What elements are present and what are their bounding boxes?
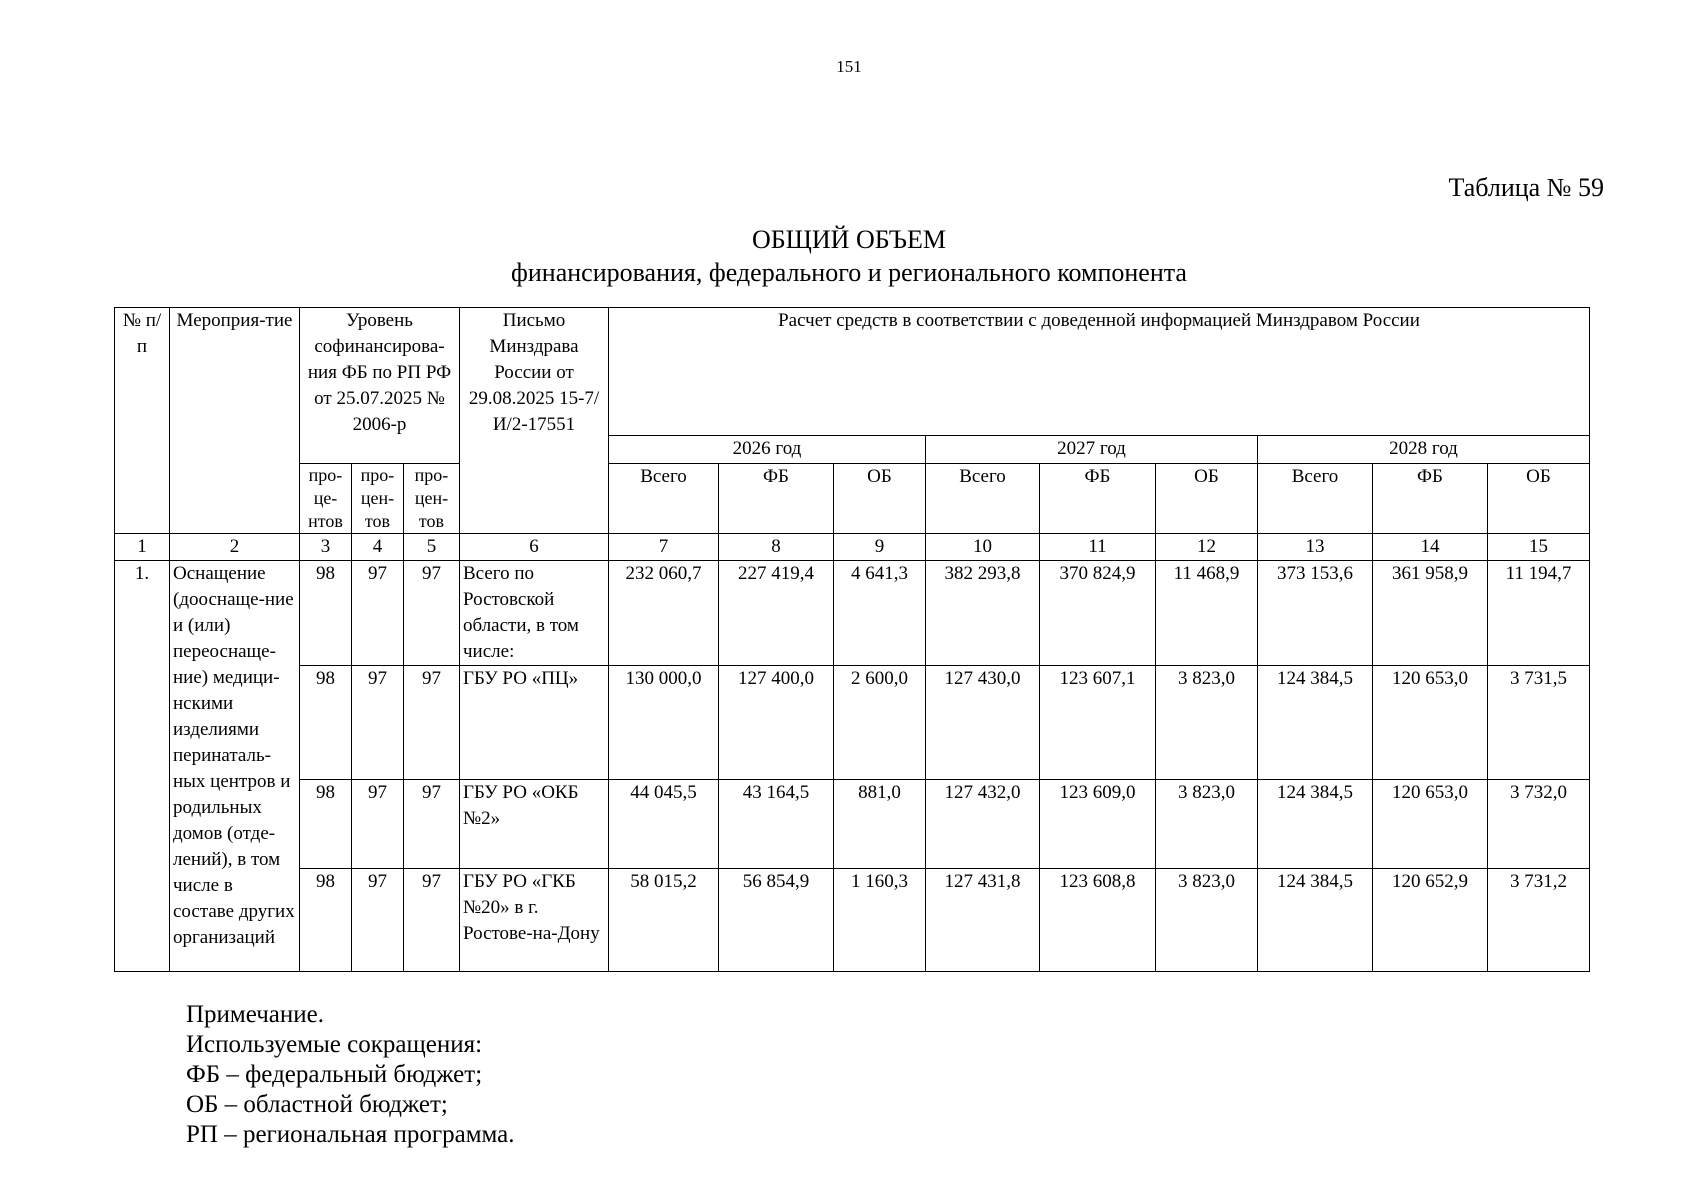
value-fb-2027: 123 607,1 [1040,666,1156,780]
cofin-percent-1: 98 [300,869,352,972]
header-ob-2028: ОБ [1488,464,1590,534]
value-ob-2028: 3 732,0 [1488,780,1590,869]
value-ob-2028: 3 731,5 [1488,666,1590,780]
value-ob-2027: 11 468,9 [1156,561,1258,666]
header-row-1 [115,308,1590,436]
header-cofinancing: Уровень софинансирова-ния ФБ по РП РФ от 25.07.2025 № 2006-р [300,308,460,464]
document-title: ОБЩИЙ ОБЪЕМ [751,225,947,254]
column-number: 3 [300,534,352,561]
organization: ГБУ РО «ГКБ №20» в г. Ростове-на-Дону [460,869,609,972]
column-number: 8 [719,534,834,561]
header-number: № п/п [115,308,170,534]
value-ob-2026: 4 641,3 [834,561,926,666]
header-year-2028: 2028 год [1258,436,1590,464]
value-total-2026: 232 060,7 [609,561,719,666]
event-description: Оснащение (дооснаще-ние и (или) переоснаще-ние) медици-нскими изделиями перинаталь-ных центров и родильных домов (отде-лений), в том числе в составе других организаций [170,561,300,972]
page-number: 151 [836,57,862,76]
column-number: 5 [404,534,460,561]
value-ob-2028: 3 731,2 [1488,869,1590,972]
value-total-2028: 124 384,5 [1258,666,1373,780]
column-number: 13 [1258,534,1373,561]
value-fb-2026: 227 419,4 [719,561,834,666]
value-ob-2027: 3 823,0 [1156,780,1258,869]
value-total-2028: 124 384,5 [1258,780,1373,869]
column-number: 12 [1156,534,1258,561]
organization: ГБУ РО «ПЦ» [460,666,609,780]
cofin-percent-2: 97 [352,666,404,780]
document-subtitle: финансирования, федерального и регионального компонента [511,258,1187,287]
value-ob-2026: 2 600,0 [834,666,926,780]
value-total-2027: 127 430,0 [926,666,1040,780]
cofin-percent-1: 98 [300,561,352,666]
header-year-2026: 2026 год [609,436,926,464]
value-fb-2028: 120 653,0 [1373,666,1488,780]
value-total-2026: 44 045,5 [609,780,719,869]
value-total-2028: 373 153,6 [1258,561,1373,666]
table-label: Таблица № 59 [1448,173,1604,202]
column-number: 6 [460,534,609,561]
value-fb-2026: 127 400,0 [719,666,834,780]
cofin-percent-1: 98 [300,666,352,780]
header-percent-3: про-цен-тов [404,464,460,534]
cofin-percent-3: 97 [404,780,460,869]
column-number: 7 [609,534,719,561]
value-total-2026: 130 000,0 [609,666,719,780]
column-number-row [115,534,1590,561]
cofin-percent-3: 97 [404,666,460,780]
value-total-2028: 124 384,5 [1258,869,1373,972]
header-fb-2028: ФБ [1373,464,1488,534]
column-number: 10 [926,534,1040,561]
value-total-2027: 127 431,8 [926,869,1040,972]
value-total-2026: 58 015,2 [609,869,719,972]
value-fb-2027: 370 824,9 [1040,561,1156,666]
header-letter: Письмо Минздрава России от 29.08.2025 15-7/И/2-17551 [460,308,609,534]
column-number: 9 [834,534,926,561]
header-total-2026: Всего [609,464,719,534]
value-fb-2026: 56 854,9 [719,869,834,972]
table-row [115,561,1590,666]
header-calculation: Расчет средств в соответствии с доведенной информацией Минздравом России [609,308,1590,436]
value-ob-2028: 11 194,7 [1488,561,1590,666]
table-row [115,666,1590,780]
note-rp: РП – региональная программа. [186,1121,515,1148]
header-ob-2027: ОБ [1156,464,1258,534]
value-ob-2027: 3 823,0 [1156,869,1258,972]
note-abbreviations-label: Используемые сокращения: [186,1031,483,1058]
value-fb-2028: 361 958,9 [1373,561,1488,666]
header-ob-2026: ОБ [834,464,926,534]
header-row-subcolumns [115,464,1590,534]
notes [186,1000,515,1150]
row-number: 1. [115,561,170,972]
cofin-percent-2: 97 [352,869,404,972]
value-ob-2027: 3 823,0 [1156,666,1258,780]
cofin-percent-3: 97 [404,869,460,972]
value-fb-2027: 123 608,8 [1040,869,1156,972]
note-fb: ФБ – федеральный бюджет; [186,1061,483,1088]
column-number: 15 [1488,534,1590,561]
header-event: Мероприя-тие [170,308,300,534]
value-fb-2026: 43 164,5 [719,780,834,869]
header-total-2028: Всего [1258,464,1373,534]
table-row [115,869,1590,972]
value-total-2027: 382 293,8 [926,561,1040,666]
value-ob-2026: 1 160,3 [834,869,926,972]
header-year-2027: 2027 год [926,436,1258,464]
note-heading: Примечание. [186,1001,325,1028]
value-total-2027: 127 432,0 [926,780,1040,869]
column-number: 4 [352,534,404,561]
note-ob: ОБ – областной бюджет; [186,1091,448,1118]
table-row [115,780,1590,869]
value-fb-2028: 120 652,9 [1373,869,1488,972]
cofin-percent-3: 97 [404,561,460,666]
organization: ГБУ РО «ОКБ №2» [460,780,609,869]
value-fb-2028: 120 653,0 [1373,780,1488,869]
header-percent-2: про-цен-тов [352,464,404,534]
value-fb-2027: 123 609,0 [1040,780,1156,869]
header-fb-2026: ФБ [719,464,834,534]
column-number: 14 [1373,534,1488,561]
cofin-percent-2: 97 [352,561,404,666]
value-ob-2026: 881,0 [834,780,926,869]
header-total-2027: Всего [926,464,1040,534]
header-percent-1: про-це-нтов [300,464,352,534]
organization: Всего по Ростовской области, в том числе: [460,561,609,666]
header-fb-2027: ФБ [1040,464,1156,534]
column-number: 1 [115,534,170,561]
column-number: 2 [170,534,300,561]
cofin-percent-1: 98 [300,780,352,869]
column-number: 11 [1040,534,1156,561]
cofin-percent-2: 97 [352,780,404,869]
financing-table [114,307,1590,972]
